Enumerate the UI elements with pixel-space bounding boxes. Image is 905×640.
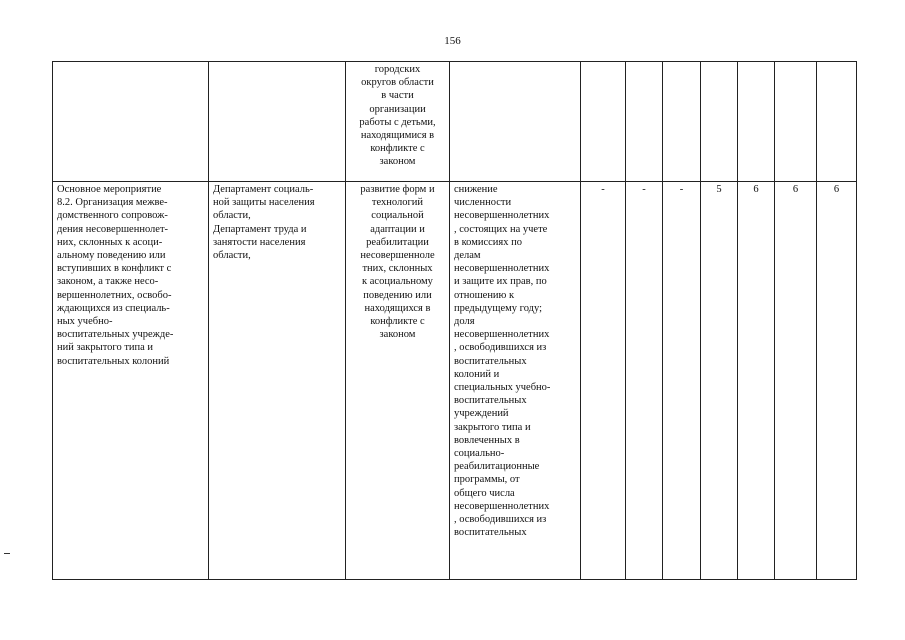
text-line: развитие форм и [360,184,435,195]
cell-value [701,62,738,182]
text-line: ных учебно- [57,316,113,328]
cell-value [738,62,775,182]
text-line: несовершеннолетних [454,263,550,275]
text-line: Департамент социаль- [213,184,314,195]
cell-description [346,182,450,580]
text-line: округов области [361,77,434,89]
text-line: работы с детьми, [359,116,436,128]
text-line: 8.2. Организация межве- [57,197,168,209]
text-line: воспитательных учрежде- [57,329,174,341]
text-line: несовершеннолетних [454,500,550,512]
cell-value [626,62,663,182]
cell-value: - [581,182,626,580]
text-line: делам [454,250,481,262]
cell-indicator [450,62,581,182]
cell-value [581,62,626,182]
text-line: несовершеннолетних [454,329,550,341]
text-line: социальной [371,210,424,222]
cell-executor [209,62,346,182]
cell-value [663,62,701,182]
text-line: реабилитации [366,236,429,248]
text-line: них, склонных к асоци- [57,236,163,248]
text-line: занятости населения [213,236,306,248]
table-row [53,182,857,580]
text-line: законом [379,156,416,168]
cell-value: - [626,182,663,580]
text-line: предыдущему году; [454,302,543,314]
text-line: и защите их прав, по [454,276,547,288]
cell-indicator [450,182,581,580]
text-line: несовершенноле [360,250,435,262]
text-line: находящимися в [360,130,435,142]
text-line: реабилитационные [454,461,540,473]
text-line: поведению или [363,289,432,301]
cell-value [817,62,857,182]
text-line: области, [213,210,251,222]
text-line: снижение [454,184,498,195]
text-line: , освободившихся из [454,514,547,526]
text-line: численности [454,197,512,209]
cell-description [346,62,450,182]
text-line: ний закрытого типа и [57,342,154,354]
text-line: программы, от [454,474,520,486]
cell-value: 5 [701,182,738,580]
text-line: социально- [454,448,505,460]
text-line: находящихся в [364,302,431,314]
text-line: Основное мероприятие [57,184,162,195]
cell-measure [53,62,209,182]
text-line: вступивших в конфликт с [57,263,172,275]
text-line: законом, а также несо- [57,276,159,288]
cell-executor [209,182,346,580]
page-number: 156 [444,35,461,47]
cell-measure [53,182,209,580]
text-line: технологий [371,197,424,209]
text-line: городских [374,64,421,75]
text-line: воспитательных [454,395,527,407]
text-line: воспитательных [454,527,527,539]
text-line: доля [454,316,475,328]
cell-value: 6 [817,182,857,580]
text-line: к асоциальному [362,276,433,288]
text-line: домственного сопровож- [57,210,168,222]
text-line: законом [379,329,416,341]
text-line: Департамент труда и [213,223,307,235]
text-line: в части [381,90,414,102]
measures-table [52,61,857,580]
text-line: тних, склонных [362,263,433,275]
cell-value: 6 [738,182,775,580]
text-line: , состоящих на учете [454,223,548,235]
text-line: общего числа [454,487,515,499]
text-line: области, [213,250,251,262]
cell-value [775,62,817,182]
text-line: ждающихся из специаль- [57,302,170,314]
table-row [53,62,857,182]
text-line: в комиссиях по [454,236,522,248]
text-line: конфликте с [370,316,425,328]
text-line: адаптации и [370,223,425,235]
text-line: воспитательных [454,355,527,367]
text-line: организации [369,103,426,115]
text-line: воспитательных колоний [57,355,170,367]
text-line: альному поведению или [57,250,166,262]
text-line: вершеннолетних, освобо- [57,289,172,301]
text-line: дения несовершеннолет- [57,223,169,235]
text-line: несовершеннолетних [454,210,550,222]
text-line: конфликте с [370,143,425,155]
text-line: учреждений [454,408,509,420]
text-line: отношению к [454,289,515,301]
text-line: ной защиты населения [213,197,315,209]
margin-mark [4,553,10,554]
text-line: вовлеченных в [454,434,520,446]
text-line: , освободившихся из [454,342,547,354]
cell-value: - [663,182,701,580]
text-line: специальных учебно- [454,382,551,394]
text-line: закрытого типа и [454,421,531,433]
text-line: колоний и [454,368,500,380]
cell-value: 6 [775,182,817,580]
